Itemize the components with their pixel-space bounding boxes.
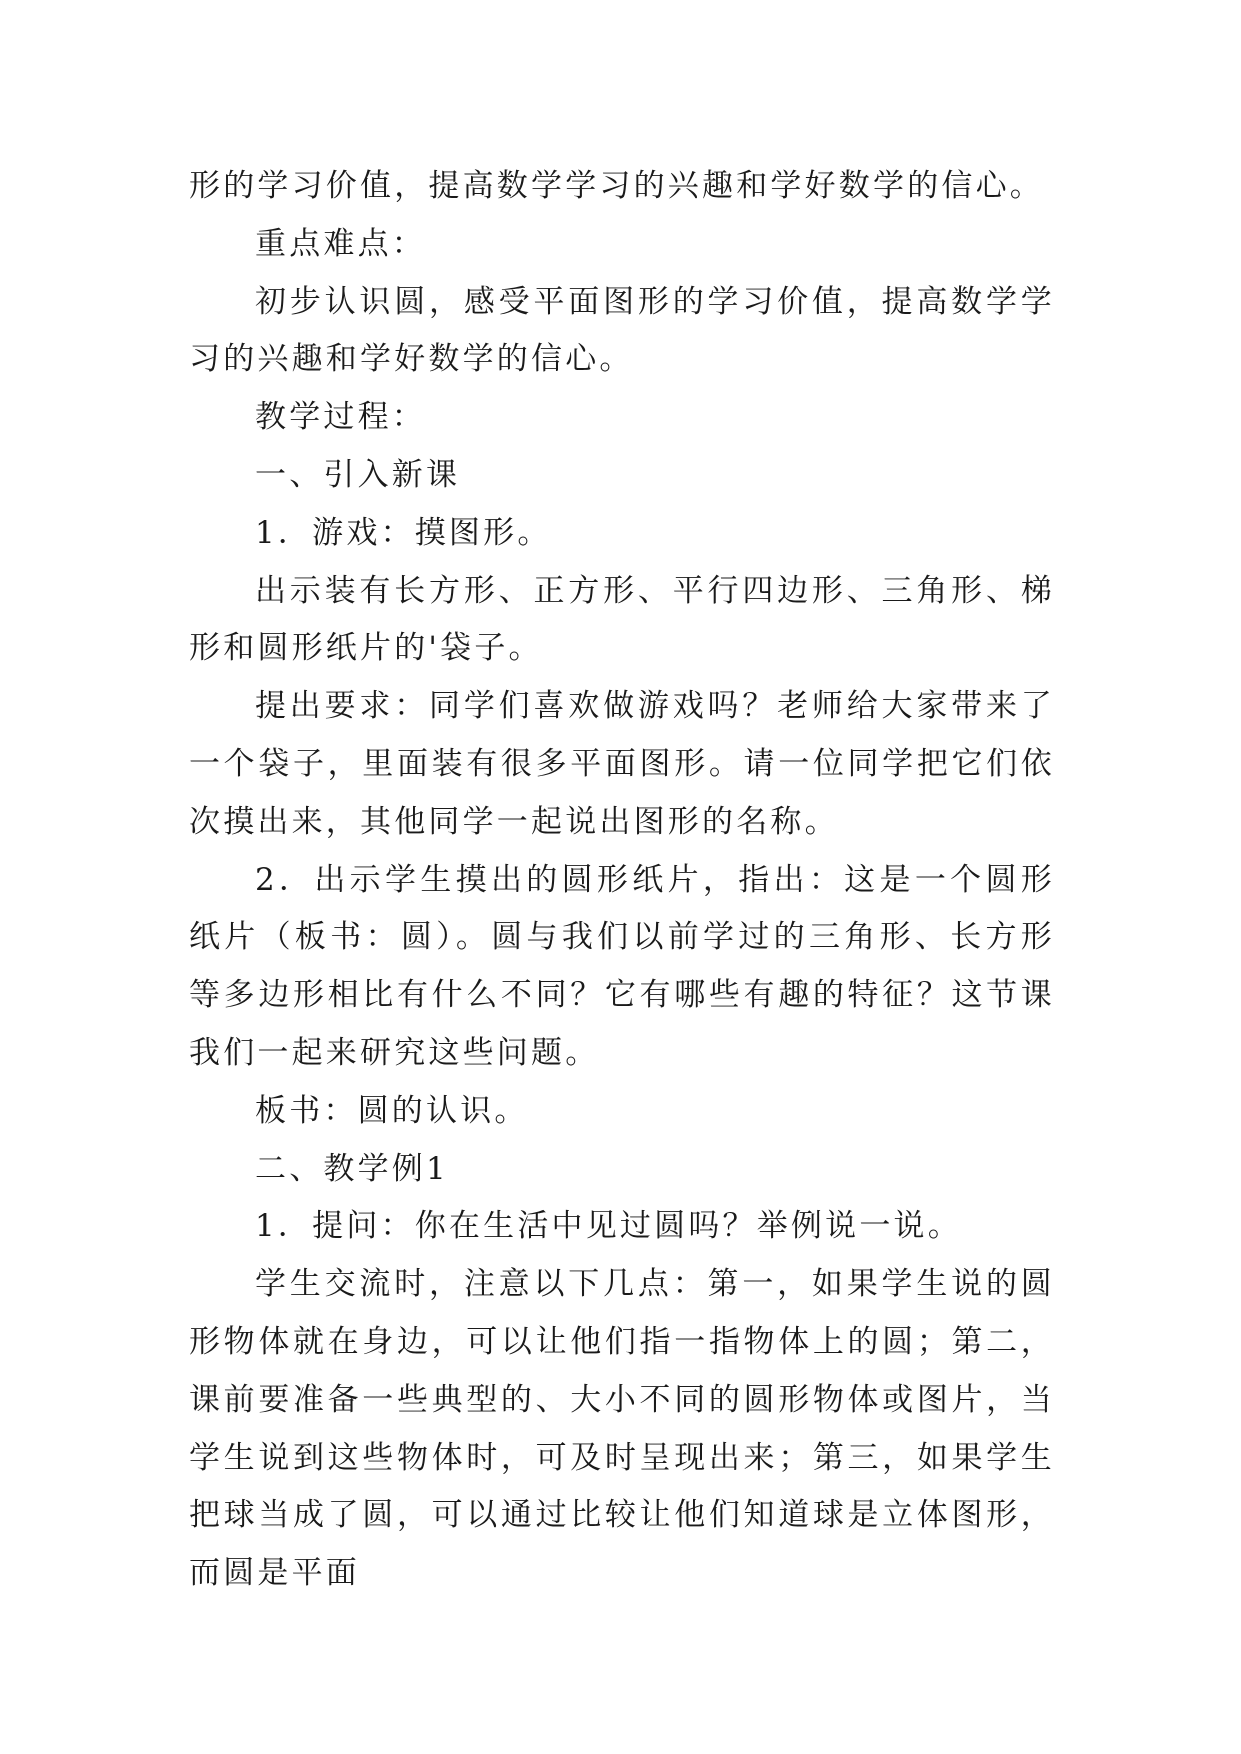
paragraph-requirements: 提出要求：同学们喜欢做游戏吗？老师给大家带来了一个袋子，里面装有很多平面图形。请一位同学把它们依次摸出来，其他同学一起说出图形的名称。 xyxy=(189,688,1055,840)
heading-teaching-process: 教学过程： xyxy=(255,399,426,436)
paragraph-key-points: 初步认识圆，感受平面图形的学习价值，提高数学学习的兴趣和学好数学的信心。 xyxy=(189,283,1055,378)
list-item-circle-card: 2．出示学生摸出的圆形纸片，指出：这是一个圆形纸片（板书：圆）。圆与我们以前学过的三角形、长方形等多边形相比有什么不同？它有哪些有趣的特征？这节课我们一起来研究这些问题。 xyxy=(189,861,1055,1071)
paragraph-board-writing: 板书：圆的认识。 xyxy=(255,1092,529,1129)
document-body xyxy=(189,158,1055,1603)
section-heading-intro: 一、引入新课 xyxy=(255,456,461,493)
paragraph-student-discussion: 学生交流时，注意以下几点：第一，如果学生说的圆形物体就在身边，可以让他们指一指物体上的圆；第二，课前要准备一些典型的、大小不同的圆形物体或图片，当学生说到这些物体时，可及时呈现出来；第三，如果学生把球当成了圆，可以通过比较让他们知道球是立体图形，而圆是平面 xyxy=(189,1266,1055,1592)
list-item-game: 1．游戏：摸图形。 xyxy=(255,514,552,551)
section-heading-example: 二、教学例1 xyxy=(255,1150,449,1187)
list-item-question: 1．提问：你在生活中见过圆吗？举例说一说。 xyxy=(255,1208,962,1245)
paragraph-continuation: 形的学习价值，提高数学学习的兴趣和学好数学的信心。 xyxy=(189,168,1044,204)
paragraph-show-bag: 出示装有长方形、正方形、平行四边形、三角形、梯形和圆形纸片的'袋子。 xyxy=(189,572,1055,667)
heading-key-points: 重点难点： xyxy=(255,225,426,262)
